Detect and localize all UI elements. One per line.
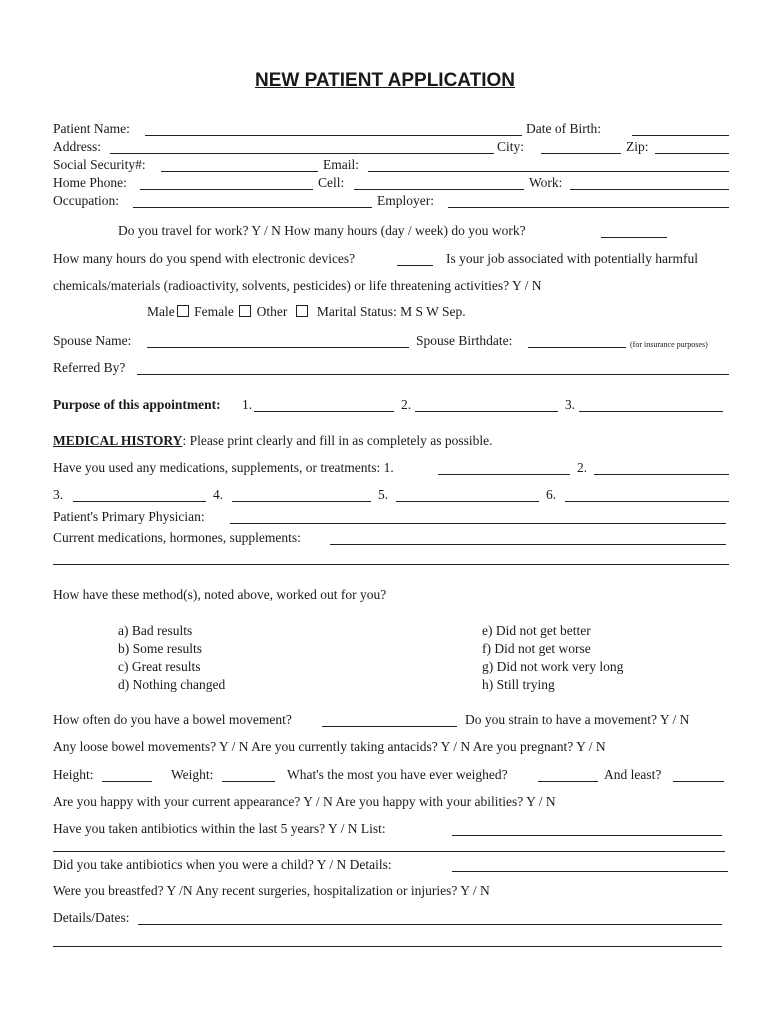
email-label: Email:: [323, 157, 359, 172]
cell-field[interactable]: [354, 189, 524, 190]
current-meds-label: Current medications, hormones, supplements:: [53, 530, 301, 545]
work-field[interactable]: [570, 189, 729, 190]
option-f[interactable]: f) Did not get worse: [482, 641, 591, 656]
employer-field[interactable]: [448, 207, 729, 208]
child-antibiotics-question: Did you take antibiotics when you were a child? Y / N Details:: [53, 857, 392, 872]
gender-row: [147, 304, 466, 320]
most-weighed-question: What's the most you have ever weighed?: [287, 767, 508, 782]
patient-name-label: Patient Name:: [53, 121, 130, 136]
strain-question: Do you strain to have a movement? Y / N: [465, 712, 690, 727]
purpose-field-1[interactable]: [254, 411, 394, 412]
option-e[interactable]: e) Did not get better: [482, 623, 591, 638]
medications-question: Have you used any medications, supplements, or treatments: 1.: [53, 460, 394, 475]
medication-field-3[interactable]: [73, 501, 206, 502]
hours-work-field[interactable]: [601, 237, 667, 238]
medication-num-6: 6.: [546, 487, 557, 502]
child-antibiotics-field[interactable]: [452, 871, 728, 872]
occupation-field[interactable]: [133, 207, 372, 208]
dob-field[interactable]: [632, 135, 729, 136]
zip-label: Zip:: [626, 139, 649, 154]
chemicals-question: chemicals/materials (radioactivity, solvents, pesticides) or life threatening activities? Y / N: [53, 278, 542, 293]
electronics-question: How many hours do you spend with electronic devices?: [53, 251, 356, 266]
email-field[interactable]: [368, 171, 729, 172]
medication-num-2: 2.: [577, 460, 588, 475]
weight-label: Weight:: [171, 767, 214, 782]
methods-question: How have these method(s), noted above, worked out for you?: [53, 587, 387, 602]
loose-bowel-question: Any loose bowel movements? Y / N Are you currently taking antacids? Y / N Are you pregnant? Y / N: [53, 739, 606, 754]
primary-physician-label: Patient's Primary Physician:: [53, 509, 205, 524]
medication-field-1[interactable]: [438, 474, 570, 475]
spouse-name-label: Spouse Name:: [53, 333, 132, 348]
bowel-question: How often do you have a bowel movement?: [53, 712, 292, 727]
home-phone-field[interactable]: [140, 189, 313, 190]
job-question: Is your job associated with potentially harmful: [446, 251, 698, 266]
city-label: City:: [497, 139, 525, 154]
option-d[interactable]: d) Nothing changed: [118, 677, 226, 692]
referred-label: Referred By?: [53, 360, 126, 375]
travel-question: Do you travel for work? Y / N How many hours (day / week) do you work?: [118, 223, 526, 238]
weight-field[interactable]: [222, 781, 275, 782]
details-dates-field-2[interactable]: [53, 946, 722, 947]
medication-num-5: 5.: [378, 487, 389, 502]
cell-label: Cell:: [318, 175, 345, 190]
occupation-label: Occupation:: [53, 193, 119, 208]
dob-label: Date of Birth:: [526, 121, 601, 136]
least-field[interactable]: [673, 781, 724, 782]
electronics-field[interactable]: [397, 265, 433, 266]
ssn-field[interactable]: [161, 171, 318, 172]
current-meds-field[interactable]: [330, 544, 726, 545]
details-dates-label: Details/Dates:: [53, 910, 130, 925]
male-label: Male: [147, 304, 175, 319]
height-field[interactable]: [102, 781, 152, 782]
home-phone-label: Home Phone:: [53, 175, 127, 190]
purpose-field-2[interactable]: [415, 411, 558, 412]
insurance-note: (for insurance purposes): [630, 340, 708, 349]
marital-status[interactable]: Marital Status: M S W Sep.: [316, 304, 466, 319]
primary-physician-field[interactable]: [230, 523, 726, 524]
antibiotics-list-field-2[interactable]: [53, 851, 725, 852]
city-field[interactable]: [541, 153, 621, 154]
option-c[interactable]: c) Great results: [118, 659, 201, 674]
form-title: NEW PATIENT APPLICATION: [254, 70, 515, 91]
medical-history-instructions: : Please print clearly and fill in as completely as possible.: [182, 433, 493, 448]
medication-field-4[interactable]: [232, 501, 371, 502]
antibiotics-question: Have you taken antibiotics within the last 5 years? Y / N List:: [53, 821, 386, 836]
address-field[interactable]: [110, 153, 494, 154]
zip-field[interactable]: [655, 153, 729, 154]
medication-num-4: 4.: [213, 487, 224, 502]
purpose-num-2: 2.: [401, 397, 412, 412]
antibiotics-list-field[interactable]: [452, 835, 722, 836]
spouse-birthdate-label: Spouse Birthdate:: [416, 333, 513, 348]
work-label: Work:: [529, 175, 563, 190]
purpose-label: Purpose of this appointment:: [53, 397, 221, 412]
details-dates-field[interactable]: [138, 924, 722, 925]
option-b[interactable]: b) Some results: [118, 641, 202, 656]
medication-field-2[interactable]: [594, 474, 729, 475]
purpose-num-3: 3.: [565, 397, 576, 412]
happy-question: Are you happy with your current appearance? Y / N Are you happy with your abilities? Y / N: [53, 794, 556, 809]
address-label: Address:: [53, 139, 101, 154]
medication-field-6[interactable]: [565, 501, 729, 502]
ssn-label: Social Security#:: [53, 157, 146, 172]
female-label: Female: [194, 304, 234, 319]
referred-field[interactable]: [137, 374, 729, 375]
height-label: Height:: [53, 767, 94, 782]
other-checkbox[interactable]: [296, 305, 308, 317]
most-weighed-field[interactable]: [538, 781, 598, 782]
option-h[interactable]: h) Still trying: [482, 677, 555, 692]
employer-label: Employer:: [377, 193, 434, 208]
other-label: Other: [256, 304, 288, 319]
medical-history-heading: [53, 433, 492, 449]
current-meds-field-2[interactable]: [53, 564, 729, 565]
patient-name-field[interactable]: [145, 135, 522, 136]
medication-num-3: 3.: [53, 487, 64, 502]
spouse-birthdate-field[interactable]: [528, 347, 626, 348]
bowel-field[interactable]: [322, 726, 457, 727]
least-question: And least?: [604, 767, 662, 782]
medical-history-title: MEDICAL HISTORY: [53, 433, 183, 448]
male-checkbox[interactable]: [177, 305, 189, 317]
breastfed-question: Were you breastfed? Y /N Any recent surgeries, hospitalization or injuries? Y / N: [53, 883, 490, 898]
option-g[interactable]: g) Did not work very long: [482, 659, 624, 674]
medication-field-5[interactable]: [396, 501, 539, 502]
purpose-field-3[interactable]: [579, 411, 723, 412]
female-checkbox[interactable]: [239, 305, 251, 317]
purpose-num-1: 1.: [242, 397, 253, 412]
spouse-name-field[interactable]: [147, 347, 409, 348]
option-a[interactable]: a) Bad results: [118, 623, 193, 638]
